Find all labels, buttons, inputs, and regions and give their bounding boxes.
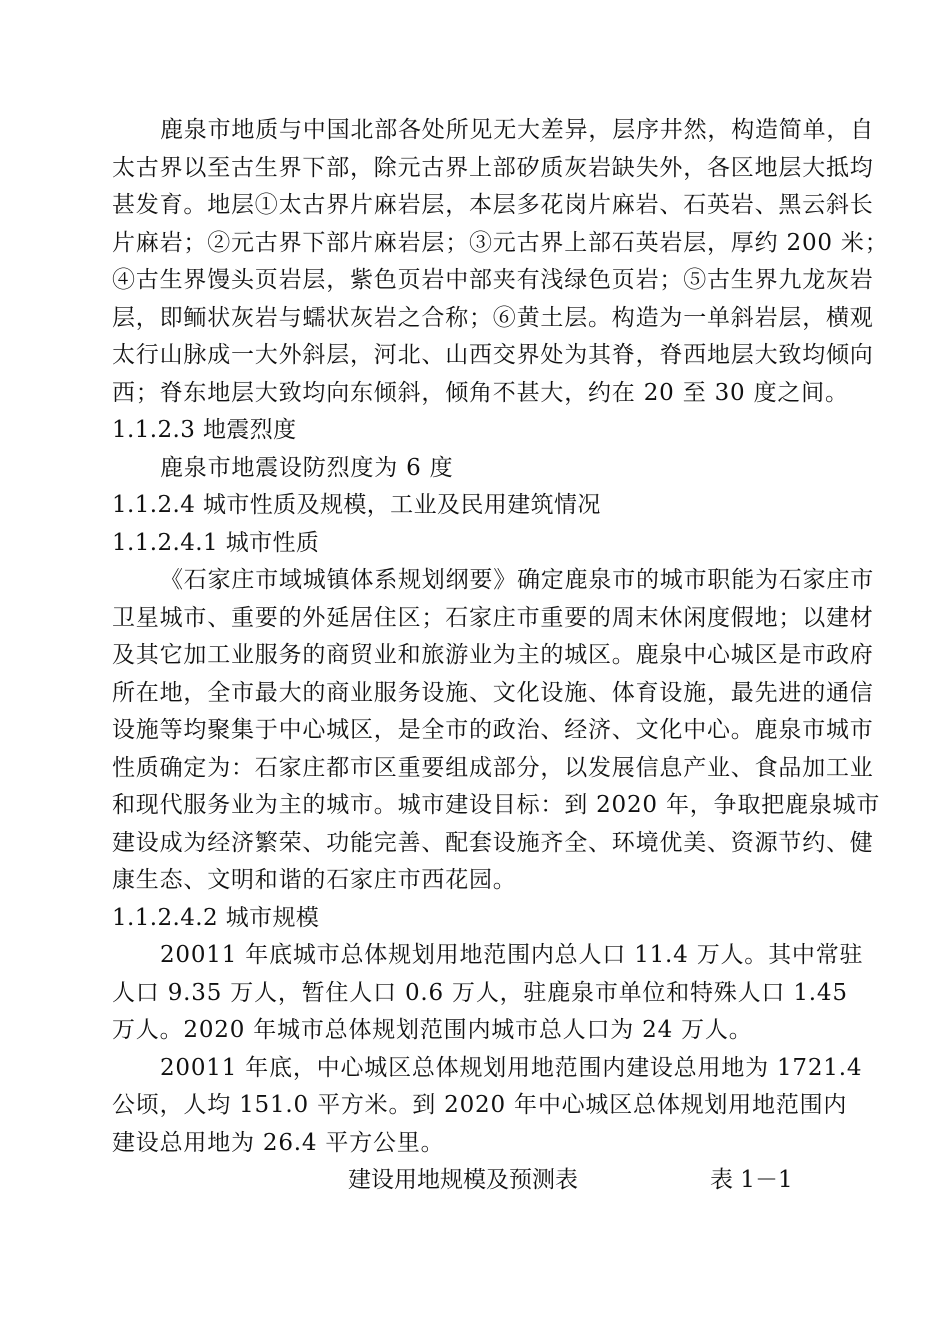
paragraph-line: 性质确定为：石家庄都市区重要组成部分，以发展信息产业、食品加工业 bbox=[112, 754, 874, 781]
geology-paragraph bbox=[112, 112, 889, 412]
paragraph-line: 建设成为经济繁荣、功能完善、配套设施齐全、环境优美、资源节约、健 bbox=[112, 829, 874, 856]
paragraph-line: 卫星城市、重要的外延居住区；石家庄市重要的周末休闲度假地；以建材 bbox=[112, 604, 874, 631]
paragraph-line: 公顷，人均 151.0 平方米。到 2020 年中心城区总体规划用地范围内 bbox=[112, 1092, 848, 1118]
paragraph-line: 和现代服务业为主的城市。城市建设目标：到 2020 年，争取把鹿泉城市 bbox=[112, 792, 881, 818]
table-caption-number: 表 1－1 bbox=[710, 1167, 793, 1193]
document-page bbox=[112, 112, 889, 1200]
seismic-paragraph: 鹿泉市地震设防烈度为 6 度 bbox=[160, 454, 454, 481]
land-use-paragraph bbox=[112, 1050, 863, 1163]
section-heading-city-scale: 1.1.2.4.2 城市规模 bbox=[112, 904, 320, 931]
paragraph-line: 太行山脉成一大外斜层，河北、山西交界处为其脊，脊西地层大致均倾向 bbox=[112, 342, 874, 368]
paragraph-line: 设施等均聚集于中心城区，是全市的政治、经济、文化中心。鹿泉市城市 bbox=[112, 717, 874, 743]
paragraph-line: 20011 年底，中心城区总体规划用地范围内建设总用地为 1721.4 bbox=[160, 1054, 863, 1081]
population-paragraph bbox=[112, 937, 864, 1050]
paragraph-line: 万人。2020 年城市总体规划范围内城市总人口为 24 万人。 bbox=[112, 1017, 753, 1043]
paragraph-line: 太古界以至古生界下部，除元古界上部矽质灰岩缺失外，各区地层大抵均 bbox=[112, 154, 874, 181]
paragraph-line: 层，即鲕状灰岩与蠕状灰岩之合称；⑥黄土层。构造为一单斜岩层，横观 bbox=[112, 304, 874, 331]
paragraph-line: 片麻岩；②元古界下部片麻岩层；③元古界上部石英岩层，厚约 200 米； bbox=[112, 229, 889, 256]
section-heading-seismic: 1.1.2.3 地震烈度 bbox=[112, 417, 297, 443]
paragraph-line: 20011 年底城市总体规划用地范围内总人口 11.4 万人。其中常驻 bbox=[160, 942, 864, 968]
paragraph-line: 建设总用地为 26.4 平方公里。 bbox=[112, 1129, 445, 1156]
paragraph-line: 所在地，全市最大的商业服务设施、文化设施、体育设施，最先进的通信 bbox=[112, 679, 874, 706]
paragraph-line: 甚发育。地层①太古界片麻岩层，本层多花岗片麻岩、石英岩、黑云斜长 bbox=[112, 192, 874, 218]
paragraph-line: 鹿泉市地质与中国北部各处所见无大差异，层序井然，构造简单，自 bbox=[160, 117, 874, 143]
paragraph-line: 西；脊东地层大致均向东倾斜，倾角不甚大，约在 20 至 30 度之间。 bbox=[112, 379, 849, 406]
table-caption-title: 建设用地规模及预测表 bbox=[348, 1167, 578, 1193]
table-caption bbox=[112, 1162, 842, 1200]
paragraph-line: 《石家庄市域城镇体系规划纲要》确定鹿泉市的城市职能为石家庄市 bbox=[160, 567, 874, 593]
section-heading-city-nature-scale: 1.1.2.4 城市性质及规模，工业及民用建筑情况 bbox=[112, 492, 601, 518]
city-nature-paragraph bbox=[112, 562, 881, 900]
paragraph-line: 康生态、文明和谐的石家庄市西花园。 bbox=[112, 867, 517, 893]
paragraph-line: 及其它加工业服务的商贸业和旅游业为主的城区。鹿泉中心城区是市政府 bbox=[112, 642, 874, 668]
paragraph-line: 人口 9.35 万人，暂住人口 0.6 万人，驻鹿泉市单位和特殊人口 1.45 bbox=[112, 979, 848, 1006]
section-heading-city-nature: 1.1.2.4.1 城市性质 bbox=[112, 529, 320, 556]
paragraph-line: ④古生界馒头页岩层，紫色页岩中部夹有浅绿色页岩；⑤古生界九龙灰岩 bbox=[112, 267, 874, 293]
